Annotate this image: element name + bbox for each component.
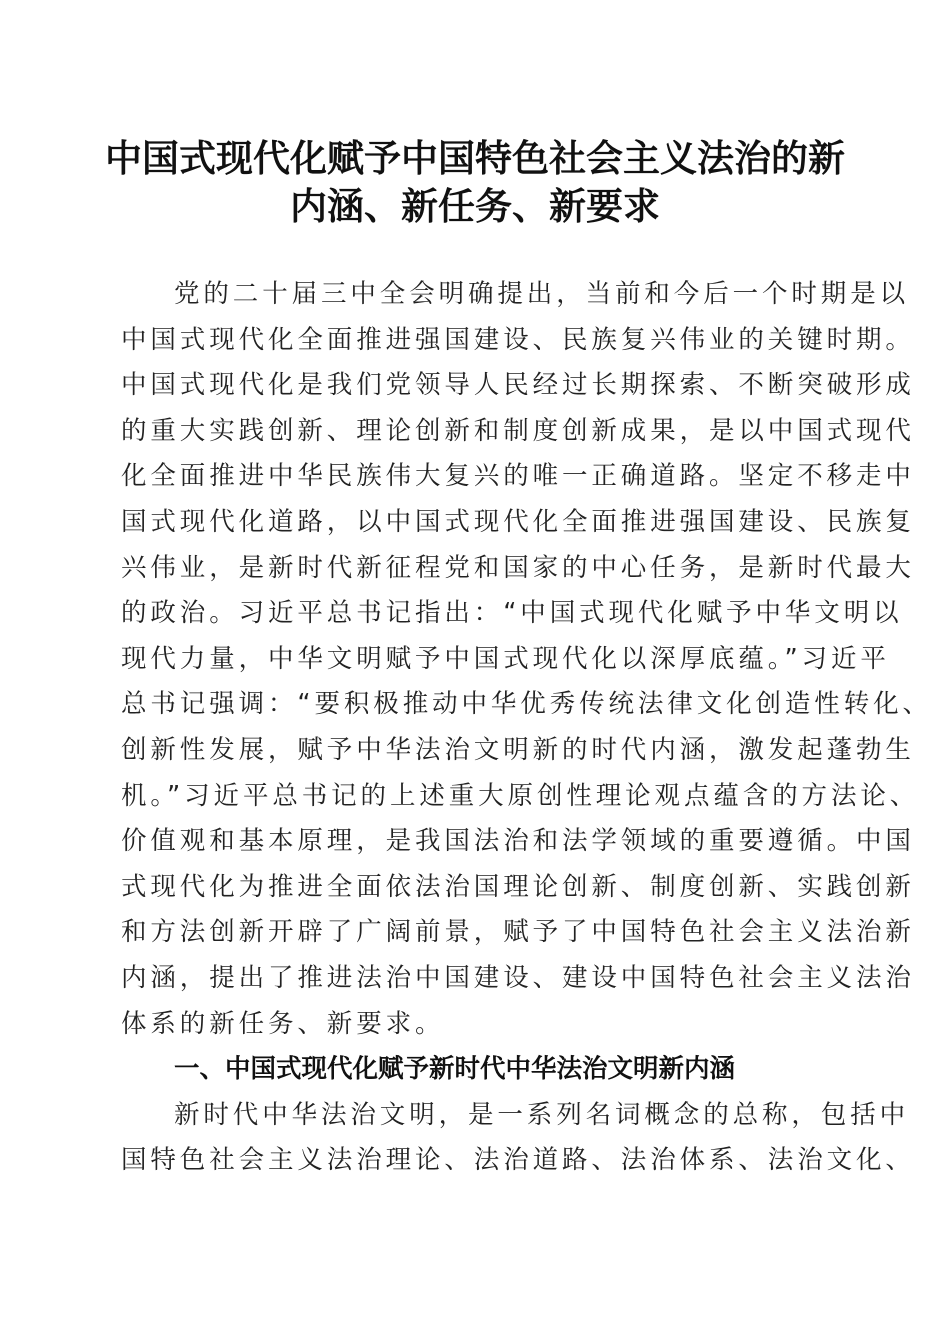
paragraph-line: 机。”习近平总书记的上述重大原创性理论观点蕴含的方法论、 xyxy=(121,780,920,811)
paragraph-line: 现代力量，中华文明赋予中国式现代化以深厚底蕴。”习近平 xyxy=(121,643,890,674)
paragraph-line: 的政治。习近平总书记指出：“中国式现代化赋予中华文明以 xyxy=(121,598,903,629)
section-heading: 一、中国式现代化赋予新时代中华法治文明新内涵 xyxy=(174,1054,736,1085)
paragraph-line: 的重大实践创新、理论创新和制度创新成果，是以中国式现代 xyxy=(121,415,915,446)
paragraph-line: 中国式现代化全面推进强国建设、民族复兴伟业的关键时期。 xyxy=(121,324,915,355)
paragraph-line: 国特色社会主义法治理论、法治道路、法治体系、法治文化、 xyxy=(121,1145,915,1176)
document-title xyxy=(100,134,850,230)
paragraph-line: 化全面推进中华民族伟大复兴的唯一正确道路。坚定不移走中 xyxy=(121,461,915,492)
paragraph-line: 和方法创新开辟了广阔前景，赋予了中国特色社会主义法治新 xyxy=(121,917,915,948)
paragraph-line: 式现代化为推进全面依法治国理论创新、制度创新、实践创新 xyxy=(121,871,915,902)
paragraph-line: 内涵，提出了推进法治中国建设、建设中国特色社会主义法治 xyxy=(121,962,915,993)
paragraph-line: 新时代中华法治文明，是一系列名词概念的总称，包括中 xyxy=(174,1099,910,1130)
title-line: 内涵、新任务、新要求 xyxy=(290,184,660,228)
paragraph-line: 兴伟业，是新时代新征程党和国家的中心任务，是新时代最大 xyxy=(121,552,915,583)
paragraph-line: 中国式现代化是我们党领导人民经过长期探索、不断突破形成 xyxy=(121,370,915,401)
paragraph-line: 总书记强调：“要积极推动中华优秀传统法律文化创造性转化、 xyxy=(121,689,932,720)
paragraph-line: 体系的新任务、新要求。 xyxy=(121,1008,445,1039)
paragraph-1 xyxy=(121,272,932,1047)
paragraph-line: 创新性发展，赋予中华法治文明新的时代内涵，激发起蓬勃生 xyxy=(121,734,915,765)
title-line: 中国式现代化赋予中国特色社会主义法治的新 xyxy=(105,136,845,180)
paragraph-line: 党的二十届三中全会明确提出，当前和今后一个时期是以 xyxy=(174,279,910,309)
paragraph-2 xyxy=(121,1093,915,1184)
paragraph-line: 国式现代化道路，以中国式现代化全面推进强国建设、民族复 xyxy=(121,506,915,537)
document-body xyxy=(121,272,932,1184)
paragraph-line: 价值观和基本原理，是我国法治和法学领域的重要遵循。中国 xyxy=(121,826,915,857)
